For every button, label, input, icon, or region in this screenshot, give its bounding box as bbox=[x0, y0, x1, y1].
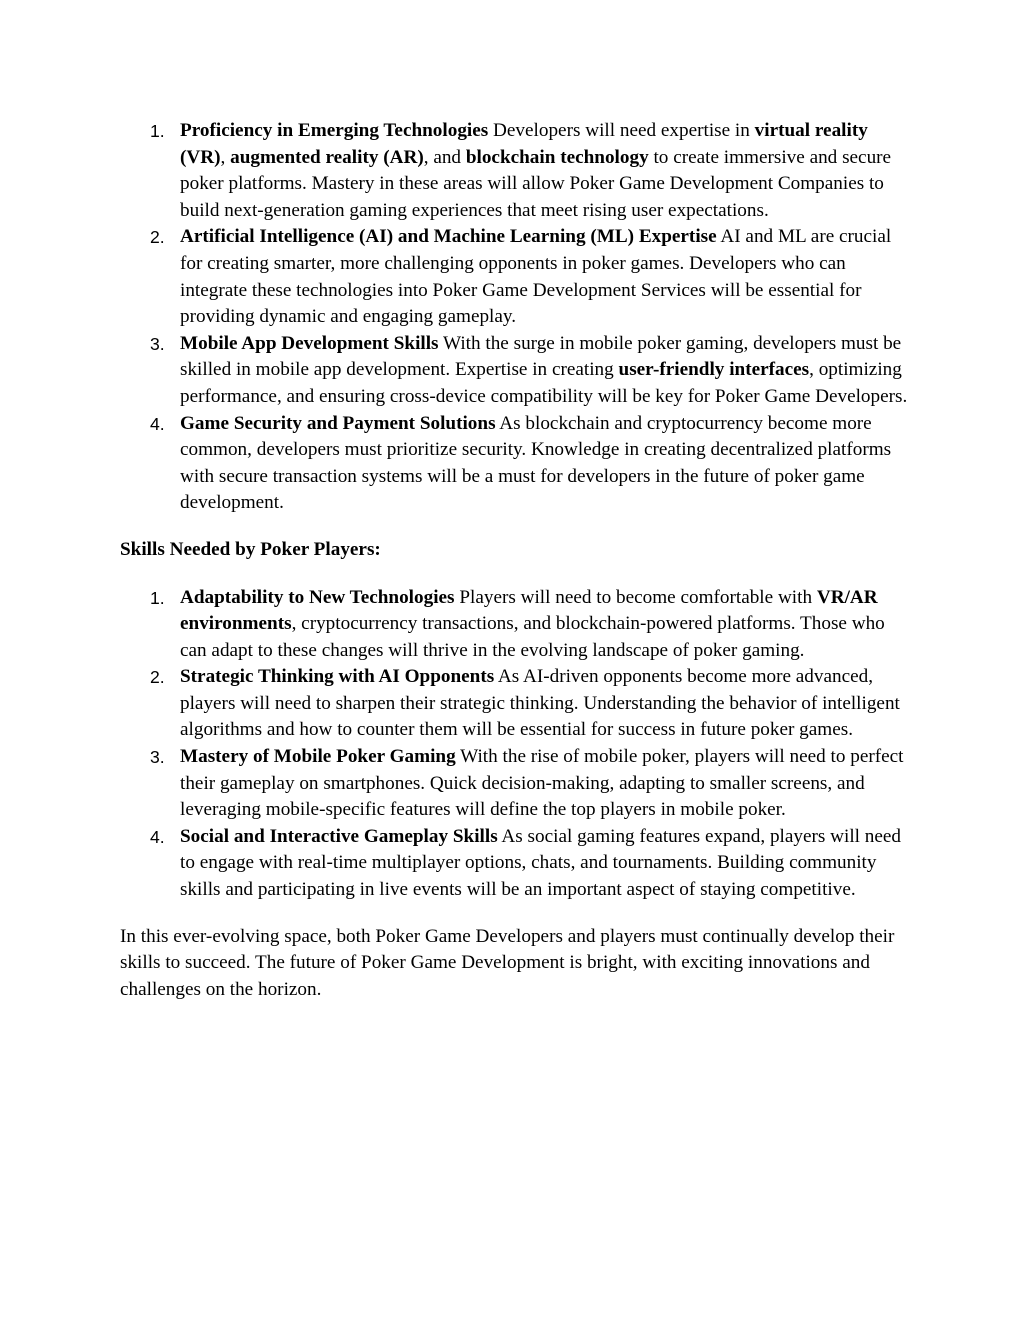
list-number: 3. bbox=[150, 747, 165, 768]
developer-skills-list bbox=[120, 118, 910, 517]
item-text: AI and ML are crucial for creating smarter, more challenging opponents in poker games. Developers who can integrate these technologies into Poker Game Development Services will be essential for providing dynamic and engaging gameplay. bbox=[180, 226, 892, 328]
item-text: to create immersive and secure poker platforms. Mastery in these areas will allow Poker Game Development Companies to build next-generation gaming experiences that meet rising user expectations. bbox=[180, 146, 892, 221]
item-title: Mastery of Mobile Poker Gaming bbox=[180, 746, 456, 768]
item-text: Developers will need expertise in bbox=[488, 120, 755, 141]
list-number: 4. bbox=[150, 413, 165, 434]
document-content bbox=[120, 118, 910, 1003]
item-text: , optimizing performance, and ensuring cross-device compatibility will be key for Poker Game Developers. bbox=[180, 359, 908, 407]
item-emphasis: VR/AR environments bbox=[180, 586, 878, 635]
item-text: , and bbox=[423, 146, 466, 168]
player-skills-list bbox=[120, 585, 910, 904]
list-item bbox=[120, 824, 910, 904]
list-number: 2. bbox=[150, 227, 165, 248]
item-emphasis: augmented reality (AR) bbox=[230, 146, 424, 168]
list-item bbox=[120, 664, 910, 744]
list-item bbox=[120, 118, 910, 224]
item-title: Mobile App Development Skills bbox=[180, 332, 439, 354]
item-title: Adaptability to New Technologies bbox=[180, 586, 455, 608]
list-item bbox=[120, 744, 910, 824]
list-number: 1. bbox=[150, 121, 165, 141]
item-text: , cryptocurrency transactions, and blockchain-powered platforms. Those who can adapt to these changes will thrive in the evolving landscape of poker gaming. bbox=[180, 613, 885, 661]
item-title: Social and Interactive Gameplay Skills bbox=[180, 825, 498, 847]
list-item bbox=[120, 331, 910, 411]
list-number: 2. bbox=[150, 667, 165, 688]
conclusion-paragraph: In this ever-evolving space, both Poker Game Developers and players must continually develop their skills to succeed. The future of Poker Game Development is bright, with exciting innovations and challenges on the horizon. bbox=[120, 925, 895, 1000]
list-number: 4. bbox=[150, 826, 165, 847]
item-title: Game Security and Payment Solutions bbox=[180, 412, 496, 434]
item-title: Proficiency in Emerging Technologies bbox=[180, 120, 489, 141]
item-emphasis: blockchain technology bbox=[465, 146, 649, 168]
item-text: As AI-driven opponents become more advanced, players will need to sharpen their strategic thinking. Understanding the behavior of intelligent algorithms and how to counter them will be essential for success in future poker games. bbox=[180, 666, 900, 741]
list-item bbox=[120, 224, 910, 330]
item-title: Artificial Intelligence (AI) and Machine Learning (ML) Expertise bbox=[180, 226, 717, 248]
item-text: Players will need to become comfortable with bbox=[454, 586, 817, 608]
item-title: Strategic Thinking with AI Opponents bbox=[180, 666, 495, 688]
item-text: , bbox=[220, 146, 231, 168]
item-emphasis: user-friendly interfaces bbox=[618, 359, 810, 381]
item-emphasis: virtual reality (VR) bbox=[180, 120, 868, 168]
item-text: With the rise of mobile poker, players will need to perfect their gameplay on smartphones. Quick decision-making, adapting to smaller screens, and leveraging mobile-specific features will define the top players in mobile poker. bbox=[180, 746, 904, 821]
list-number: 3. bbox=[150, 333, 165, 354]
item-text: With the surge in mobile poker gaming, developers must be skilled in mobile app development. Expertise in creating bbox=[180, 332, 902, 381]
list-item bbox=[120, 411, 910, 517]
item-text: As blockchain and cryptocurrency become more common, developers must prioritize security. Knowledge in creating decentralized platforms with secure transaction systems will be a must for developers in the future of poker game development. bbox=[180, 412, 892, 514]
list-number: 1. bbox=[150, 587, 165, 608]
list-item bbox=[120, 585, 910, 665]
section-heading: Skills Needed by Poker Players: bbox=[120, 538, 381, 560]
item-text: As social gaming features expand, players will need to engage with real-time multiplayer options, chats, and tournaments. Building community skills and participating in live events will be an important aspect of staying competitive. bbox=[180, 825, 902, 901]
